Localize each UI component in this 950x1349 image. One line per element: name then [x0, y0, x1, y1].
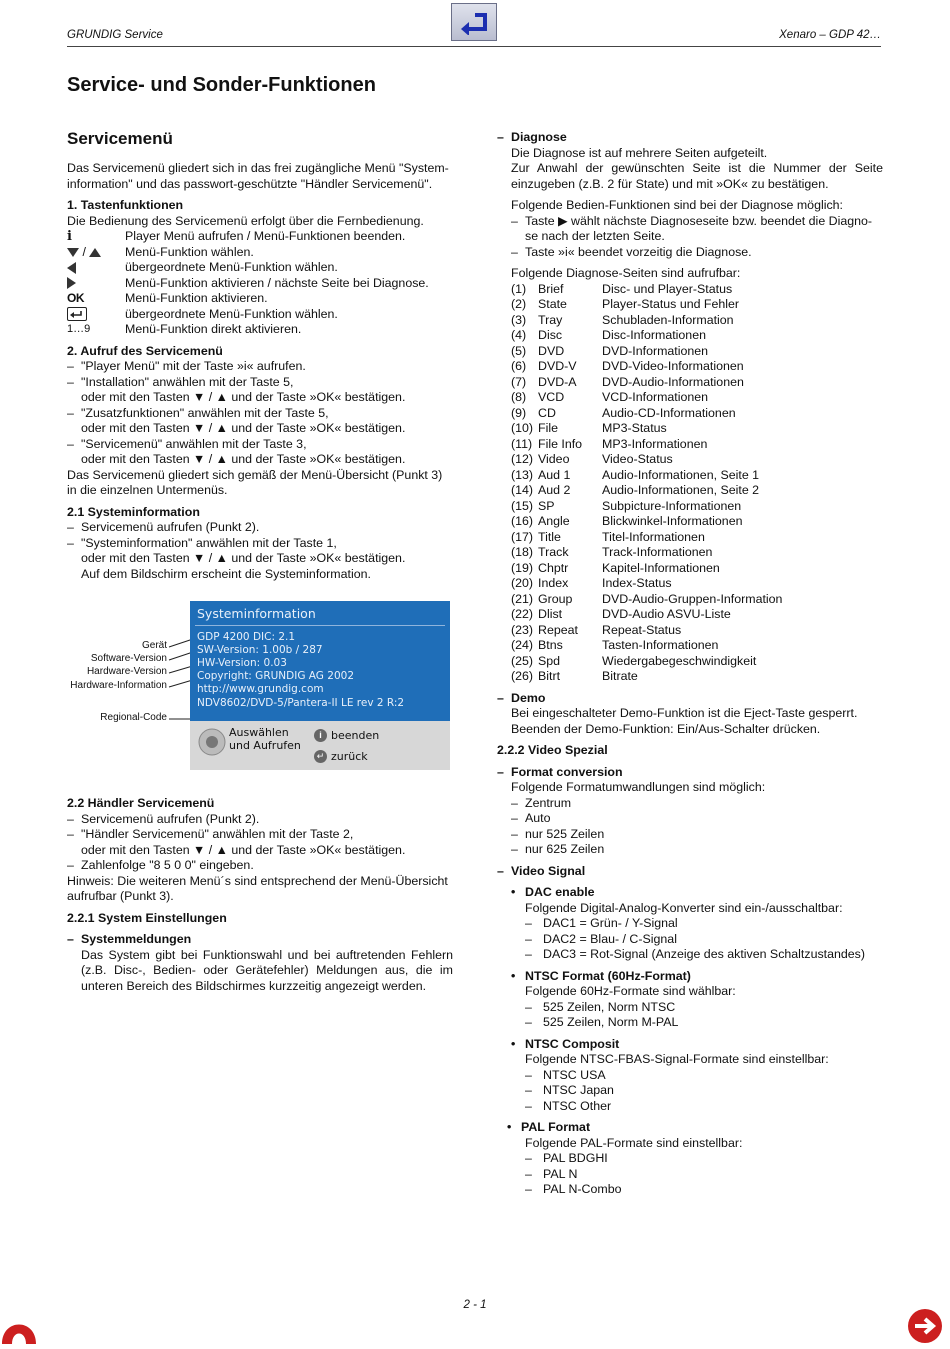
info-button-icon: i	[314, 729, 327, 742]
screen-panel: Systeminformation GDP 4200 DIC: 2.1 SW-Version: 1.00b / 287 HW-Version: 0.03 Copyright: GRUNDIG AG 2002 http://www.grundig.com NDV8602/DVD-5/Pantera-II LE rev 2 R:2	[190, 601, 450, 721]
systeminfo-screenshot	[190, 601, 450, 770]
diagnose-page-row: (15) SP Subpicture-Informationen	[511, 498, 742, 513]
diagnose-page-row: (19) Chptr Kapitel-Informationen	[511, 560, 720, 575]
diagnose-page-row: (17) Title Titel-Informationen	[511, 529, 705, 544]
diagnose-page-row: (1) Brief Disc- und Player-Status	[511, 281, 733, 296]
diagnose-page-row: (4) Disc Disc-Informationen	[511, 328, 706, 342]
dac-heading: • DAC enable	[511, 885, 883, 901]
page-title: Service- und Sonder-Funktionen	[67, 74, 376, 96]
page-number: 2 - 1	[463, 1299, 487, 1311]
callout-hw: Hardware-Version	[86, 666, 167, 677]
left-column: Servicemenü Das Servicemenü gliedert sich in das frei zugängliche Menü "System-information" und das passwort-geschützte "Händler Servicemenü". 1. Tastenfunktionen Die Bedienung des Servicemenü erfolgt über die Fernbedienung. i Player Menü aufrufen / Menü-Funktionen beenden. / Menü-Funktion wählen. übergeordnete Menü-Funktion wählen. Menü-Funktion aktivieren / nächste Seite bei Diagnose. OK Menü-Funktion aktivieren. übergeordnete Menü-Funktion wählen. 1…9 Menü-Funktion direkt aktivieren. 2. Aufruf des Servicemenü – "Player Menü" mit der Taste »i« aufrufen. – "Installation" anwählen mit der Taste 5, oder mit den Tasten ▼ / ▲ und der Taste »OK« bestätigen. – "Zusatzfunktionen" anwählen mit der Taste 5, oder mit den Tasten ▼ / ▲ und der Taste »OK« bestätigen. – "Servicemenü" anwählen mit der Taste 3, oder mit den Tasten ▼ / ▲ und der Taste »OK« bestätigen. Das Servicemenü gliedert sich gemäß der Menü-Übersicht (Punkt 3) in die einzelnen Untermenüs. 2.1 Systeminformation – Servicemenü aufrufen (Punkt 2). – "Systeminformation" anwählen mit der Taste 1, oder mit den Tasten ▼ / ▲ und der Taste »OK« bestätigen. Auf dem Bildschirm erscheint die Systeminformation.	[67, 129, 453, 582]
key-row-right: Menü-Funktion aktivieren / nächste Seite bei Diagnose.	[67, 276, 453, 292]
ok-key-icon: OK	[67, 291, 84, 305]
diagnose-page-row: (3) Tray Schubladen-Information	[511, 312, 734, 327]
sysinfo-heading: 2.1 Systeminformation	[67, 504, 200, 519]
key-row-digits: 1…9 Menü-Funktion direkt aktivieren.	[67, 322, 302, 336]
left-column-bottom: 2.2 Händler Servicemenü – Servicemenü aufrufen (Punkt 2). – "Händler Servicemenü" anwählen mit der Taste 2, oder mit den Tasten ▼ / ▲ und der Taste »OK« bestätigen. – Zahlenfolge "8 5 0 0" eingeben. Hinweis: Die weiteren Menü´s sind entsprechend der Menü-Übersicht aufrufbar (Punkt 3). 2.2.1 System Einstellungen – Systemmeldungen Das System gibt bei Funktionswahl und bei auftretenden Fehlern (z.B. Disc-, Bedien- oder Gerätefehler) Meldungen aus, die im unteren Bereich des Bildschirmes kurzzeitig angezeigt werden.	[67, 796, 453, 994]
header-divider	[67, 46, 881, 47]
header-brand: GRUNDIG Service	[67, 29, 163, 41]
key-row-updown: / Menü-Funktion wählen.	[67, 245, 453, 261]
call-menu-heading: 2. Aufruf des Servicemenü	[67, 343, 223, 358]
back-button[interactable]	[451, 3, 497, 41]
arrow-right-icon	[67, 277, 76, 289]
callout-device: Gerät	[141, 640, 167, 651]
diagnose-page-row: (18) Track Track-Informationen	[511, 545, 713, 559]
diagnose-page-row: (10) File MP3-Status	[511, 421, 667, 435]
return-arrow-icon	[457, 9, 491, 35]
arrow-down-icon	[67, 248, 79, 257]
callout-hwinfo: Hardware-Information	[70, 680, 167, 691]
return-key-icon	[67, 307, 87, 321]
diagnose-page-row: (6) DVD-V DVD-Video-Informationen	[511, 359, 744, 373]
diagnose-page-row: (14) Aud 2 Audio-Informationen, Seite 2	[511, 483, 760, 497]
arrow-right-circle-icon	[907, 1308, 943, 1344]
diagnose-page-row: (5) DVD DVD-Informationen	[511, 343, 709, 358]
select-hint: Auswählen und Aufrufen	[229, 726, 301, 752]
end-hint: beenden	[331, 729, 380, 742]
key-row-info: i Player Menü aufrufen / Menü-Funktionen beenden.	[67, 229, 406, 244]
screen-help-bar	[190, 721, 450, 770]
diagnose-page-list	[497, 282, 883, 685]
nav-ring-icon	[197, 727, 227, 757]
diagnose-page-row: (21) Group DVD-Audio-Gruppen-Information	[511, 591, 783, 606]
diagnose-page-row: (13) Aud 1 Audio-Informationen, Seite 1	[511, 467, 760, 482]
home-logo-button[interactable]	[0, 1308, 40, 1344]
video-special-heading: 2.2.2 Video Spezial	[497, 743, 608, 757]
video-signal-heading: – Video Signal	[497, 864, 883, 880]
pal-format-heading: • PAL Format	[507, 1120, 883, 1136]
format-conversion-heading: – Format conversion	[497, 765, 883, 781]
system-messages-heading: – Systemmeldungen	[67, 932, 453, 948]
key-functions-intro: Die Bedienung des Servicemenü erfolgt über die Fernbedienung.	[67, 213, 424, 228]
demo-heading: – Demo	[497, 691, 883, 707]
key-row-return: übergeordnete Menü-Funktion wählen.	[67, 307, 453, 323]
key-row-left: übergeordnete Menü-Funktion wählen.	[67, 260, 453, 276]
key-function-list	[67, 229, 453, 338]
diagnose-page-row: (22) Dlist DVD-Audio ASVU-Liste	[511, 607, 731, 621]
grundig-logo-icon	[0, 1308, 40, 1344]
arrow-up-icon	[89, 248, 101, 257]
header-model: Xenaro – GDP 42…	[779, 29, 881, 41]
callout-region: Regional-Code	[100, 712, 167, 723]
diagnose-page-row: (2) State Player-Status und Fehler	[511, 297, 740, 311]
right-column: – Diagnose Die Diagnose ist auf mehrere Seiten aufgeteilt. Zur Anwahl der gewünschten Seite ist die Nummer der Seite einzugeben (z.B. 2 für State) und mit »OK« zu bestätigen. Folgende Bedien-Funktionen sind bei der Diagnose möglich: – Taste ▶ wählt nächste Diagnoseseite bzw. beendet die Diagno-se nach der letzten Seite. – Taste »i« beendet vorzeitig die Diagnose. Folgende Diagnose-Seiten sind aufrufbar: (1) Brief Disc- und Player-Status (2) State Player-Status und Fehler (3) Tray Schubladen-Information (4) Disc Disc-Informationen (5) DVD DVD-Informationen (6) DVD-V DVD-Video-Informationen (7) DVD-A DVD-Audio-Informationen (8) VCD VCD-Informationen (9) CD Audio-CD-Informationen (10) File MP3-Status (11) File Info MP3-Informationen (12) Video Video-Status (13) Aud 1 Audio-Informationen, Seite 1 (14) Aud 2 Audio-Informationen, Seite 2 (15) SP Subpicture-Informationen (16) Angle Blickwinkel-Informationen (17) Title Titel-Informationen (18) Track Track-Informationen (19) Chptr Kapitel-Informationen (20) Index Index-Status (21) Group DVD-Audio-Gruppen-Information (22) Dlist DVD-Audio ASVU-Liste (23) Repeat Repeat-Status (24) Btns Tasten-Informationen (25) Spd Wiedergabegeschwindigkeit (26) Bitrt Bitrate – Demo Bei eingeschalteter Demo-Funktion ist die Eject-Taste gesperrt. Beenden der Demo-Funktion: Ein/Aus-Schalter drücken. 2.2.2 Video Spezial – Format conversion Folgende Formatumwandlungen sind möglich: – Zentrum – Auto – nur 525 Zeilen – nur 625 Zeilen – Video Signal • DAC enable Folgende Digital-Analog-Konverter sind ein-/ausschaltbar: – DAC1 = Grün- / Y-Signal – DAC2 = Blau- / C-Signal – DAC3 = Rot-Signal (Anzeige des aktiven Schaltzustandes) • NTSC Format (60Hz-Format) Folgende 60Hz-Formate sind wählbar: – 525 Zeilen, Norm NTSC – 525 Zeilen, Norm M-PAL • NTSC Composit Folgende NTSC-FBAS-Signal-Formate sind einstellbar: – NTSC USA – NTSC Japan – NTSC Other • PAL Format Folgende PAL-Formate sind einstellbar: – PAL BDGHI – PAL N – PAL N-Combo	[497, 130, 883, 1198]
diagnose-page-row: (7) DVD-A DVD-Audio-Informationen	[511, 374, 744, 389]
diagnose-page-row: (23) Repeat Repeat-Status	[511, 622, 682, 637]
diagnose-page-row: (26) Bitrt Bitrate	[511, 669, 638, 683]
intro-text: Das Servicemenü gliedert sich in das frei zugängliche Menü "System-information" und das passwort-geschützte "Händler Servicemenü".	[67, 161, 449, 191]
info-key-icon: i	[67, 229, 72, 244]
diagnose-page-row: (9) CD Audio-CD-Informationen	[511, 405, 736, 420]
callout-sw: Software-Version	[90, 653, 167, 664]
back-hint: zurück	[331, 750, 368, 763]
diagnose-page-row: (11) File Info MP3-Informationen	[511, 436, 708, 451]
digit-keys-icon: 1…9	[67, 323, 91, 335]
back-button-icon: ↵	[314, 750, 327, 763]
dealer-menu-heading: 2.2 Händler Servicemenü	[67, 796, 215, 810]
screen-title: Systeminformation	[197, 606, 316, 621]
next-page-button[interactable]	[907, 1308, 943, 1344]
ntsc-composit-heading: • NTSC Composit	[511, 1037, 883, 1053]
diagnose-page-row: (25) Spd Wiedergabegeschwindigkeit	[511, 653, 757, 668]
diagnose-page-row: (12) Video Video-Status	[511, 452, 673, 466]
diagnose-page-row: (24) Btns Tasten-Informationen	[511, 638, 719, 652]
key-row-ok: OK Menü-Funktion aktivieren.	[67, 291, 268, 305]
diagnose-heading: – Diagnose	[497, 130, 883, 146]
key-functions-heading: 1. Tastenfunktionen	[67, 198, 184, 212]
ntsc-format-heading: • NTSC Format (60Hz-Format)	[511, 969, 883, 985]
diagnose-page-row: (8) VCD VCD-Informationen	[511, 390, 709, 404]
arrow-left-icon	[67, 262, 76, 274]
section-heading: Servicemenü	[67, 129, 173, 148]
diagnose-page-row: (20) Index Index-Status	[511, 576, 672, 590]
diagnose-page-row: (16) Angle Blickwinkel-Informationen	[511, 514, 743, 528]
system-settings-heading: 2.2.1 System Einstellungen	[67, 910, 227, 925]
